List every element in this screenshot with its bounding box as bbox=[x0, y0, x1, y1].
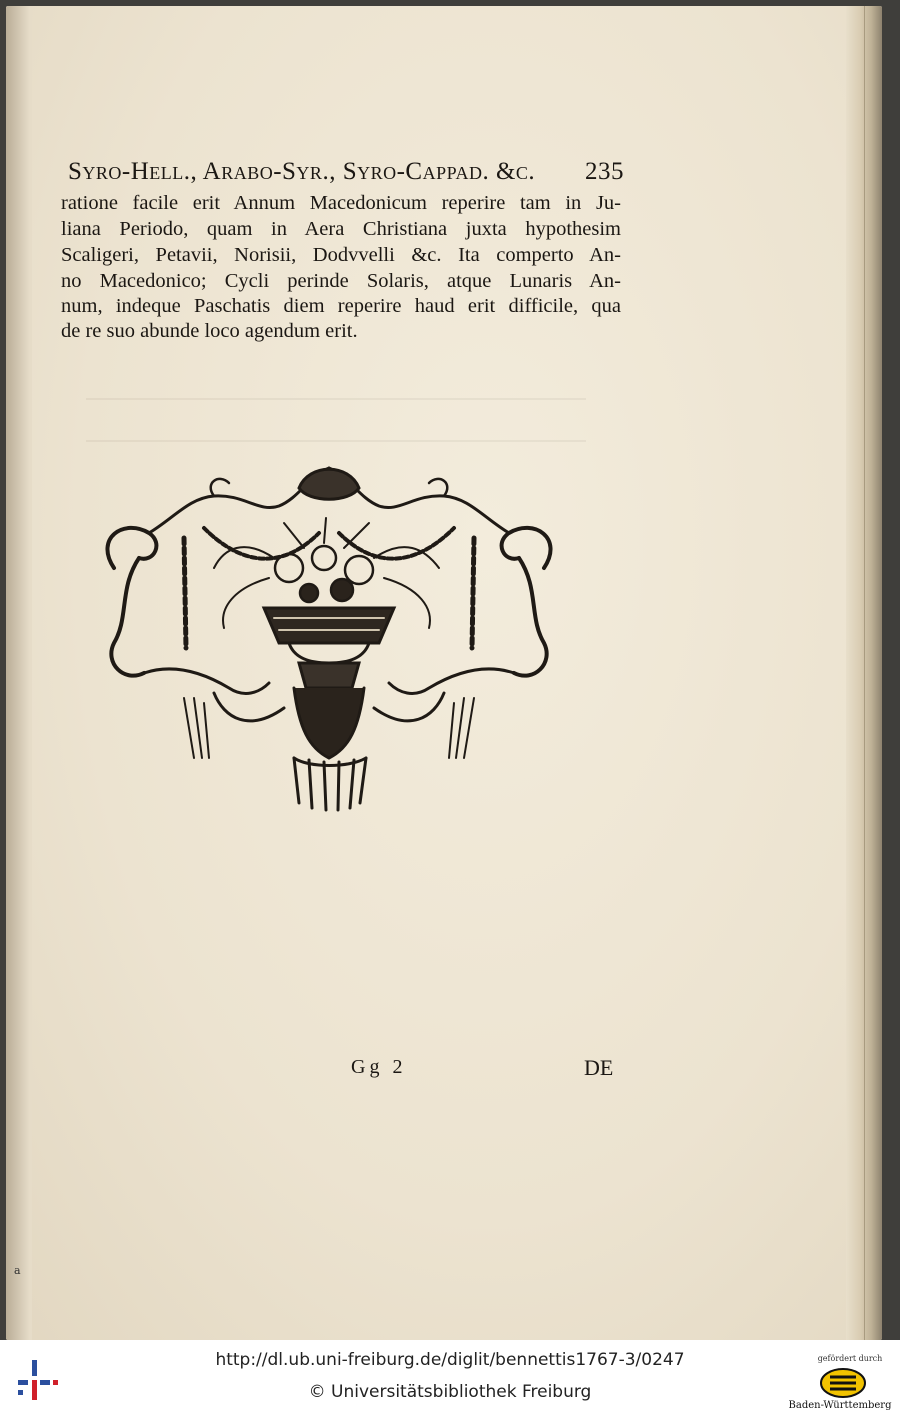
page-gutter bbox=[6, 6, 32, 1340]
page-edge bbox=[846, 6, 882, 1340]
text-line: no Macedonico; Cycli perinde Solaris, atque Lunaris An- bbox=[61, 270, 621, 292]
show-through bbox=[86, 398, 586, 442]
flower-basket-vignette-icon bbox=[94, 458, 564, 813]
viewer-footer bbox=[0, 1340, 900, 1416]
book-page bbox=[6, 6, 882, 1340]
text-line: liana Periodo, quam in Aera Christiana juxta hypothesim bbox=[61, 218, 621, 240]
running-head bbox=[68, 158, 624, 186]
running-head-title: Syro-Hell., Arabo-Syr., Syro-Cappad. &c. bbox=[68, 158, 536, 185]
permalink-url[interactable]: http://dl.ub.uni-freiburg.de/diglit/bennettis1767-3/0247 bbox=[215, 1350, 685, 1370]
text-line: de re suo abunde loco agendum erit. bbox=[61, 320, 358, 342]
text-line: num, indeque Paschatis diem reperire haud erit difficile, qua bbox=[61, 295, 621, 317]
copyright-notice: © Universitätsbibliothek Freiburg bbox=[308, 1382, 592, 1402]
sponsor-label: gefördert durch bbox=[817, 1354, 883, 1363]
text-line: Scaligeri, Petavii, Norisii, Dodvvelli &c. Ita comperto An- bbox=[61, 244, 621, 266]
page-number: 235 bbox=[585, 158, 624, 185]
sponsor-name: Baden-Württemberg bbox=[788, 1400, 892, 1411]
margin-mark: a bbox=[14, 1264, 21, 1277]
text-line: ratione facile erit Annum Macedonicum reperire tam in Ju- bbox=[61, 192, 621, 214]
catchword: DE bbox=[584, 1055, 614, 1080]
signature-mark: Gg 2 bbox=[351, 1056, 407, 1078]
baden-wuerttemberg-crest-icon[interactable] bbox=[818, 1368, 868, 1398]
